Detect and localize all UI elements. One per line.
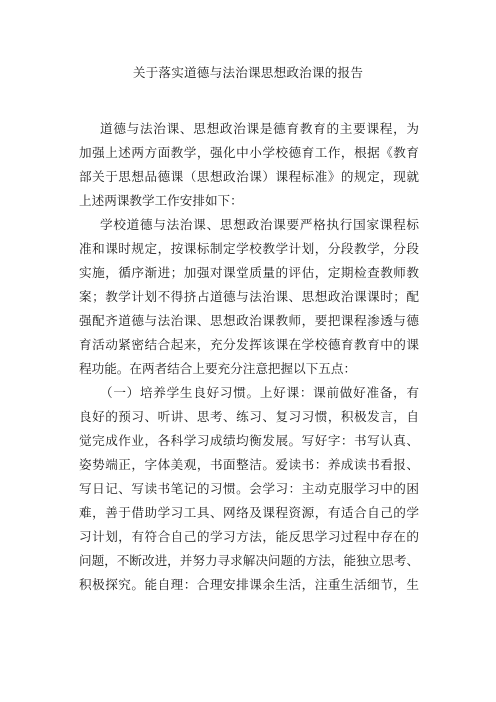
paragraph-line: 问题，不断改进，并努力寻求解决问题的方法，能独立思考、 <box>79 553 419 568</box>
paragraph-line: 难，善于借助学习工具、网络及课程资源，有适合自己的学 <box>79 505 419 520</box>
paragraph-line: 准和课时规定，按课标制定学校教学计划，分段教学，分段 <box>79 241 419 256</box>
paragraph-line: 道德与法治课、思想政治课是德育教育的主要课程，为 <box>100 121 419 136</box>
paragraph-line: 案；教学计划不得挤占道德与法治课、思想政治课课时；配 <box>79 289 419 304</box>
paragraph-line: 育活动紧密结合起来，充分发挥该课在学校德育教育中的课 <box>79 337 419 352</box>
paragraph-line: 写日记、写读书笔记的习惯。会学习：主动克服学习中的困 <box>79 481 419 496</box>
paragraph-line: 积极探究。能自理：合理安排课余生活，注重生活细节，生 <box>79 577 419 592</box>
paragraph-line: 加强上述两方面教学，强化中小学校德育工作，根据《教育 <box>79 145 419 160</box>
paragraph-line: （一）培养学生良好习惯。上好课：课前做好准备，有 <box>100 385 419 400</box>
paragraph-line: 上述两课教学工作安排如下： <box>79 193 243 208</box>
paragraph-line: 强配齐道德与法治课、思想政治课教师，要把课程渗透与德 <box>79 313 419 328</box>
paragraph-line: 学校道德与法治课、思想政治课要严格执行国家课程标 <box>100 217 419 232</box>
paragraph-line: 程功能。在两者结合上要充分注意把握以下五点： <box>79 361 357 376</box>
paragraph-line: 觉完成作业，各科学习成绩均衡发展。写好字：书写认真、 <box>79 433 419 448</box>
paragraph-line: 实施，循序渐进；加强对课堂质量的评估，定期检查教师教 <box>79 265 419 280</box>
paragraph-line: 良好的预习、听讲、思考、练习、复习习惯，积极发言，自 <box>79 409 419 424</box>
paragraph-line: 部关于思想品德课（思想政治课）课程标准》的规定，现就 <box>79 169 419 184</box>
document-title: 关于落实道德与法治课思想政治课的报告 <box>132 65 364 80</box>
paragraph-line: 习计划，有符合自己的学习方法，能反思学习过程中存在的 <box>79 529 419 544</box>
paragraph-line: 姿势端正，字体美观，书面整洁。爱读书：养成读书看报、 <box>79 457 419 472</box>
